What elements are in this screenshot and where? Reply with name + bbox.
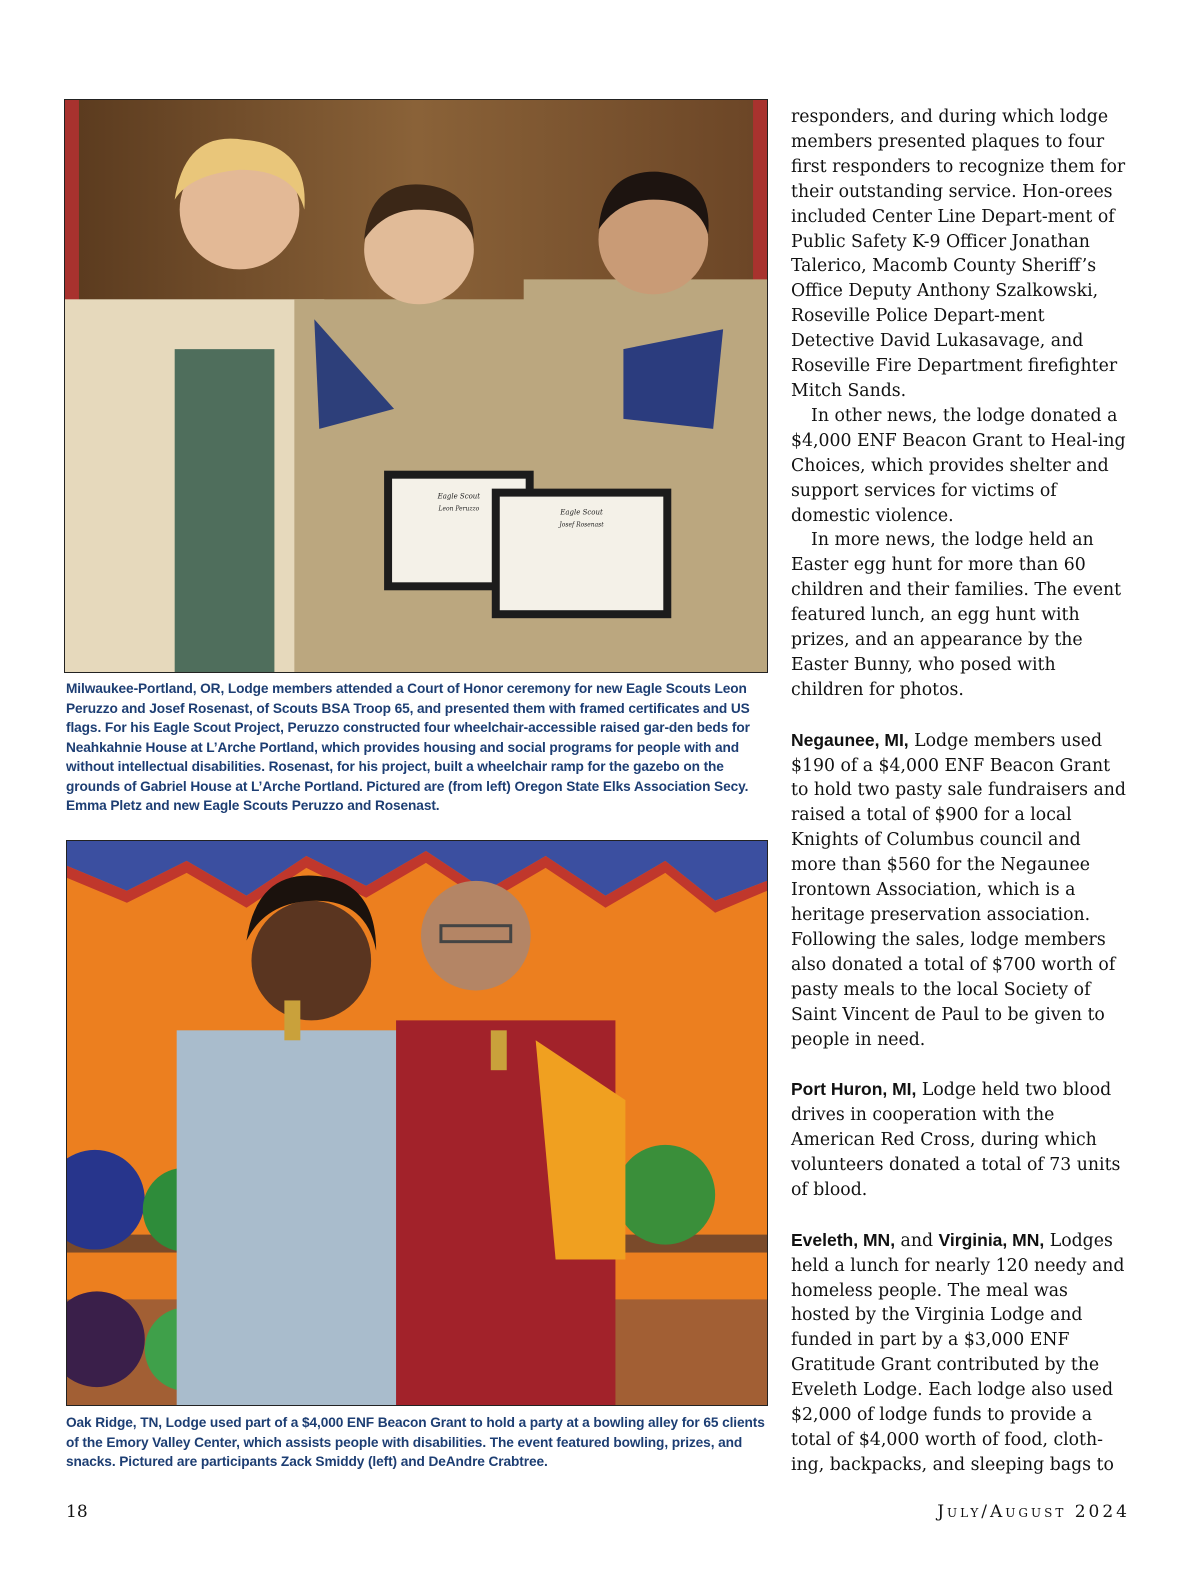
photo-caption-oak-ridge	[66, 1413, 766, 1472]
lodge-heading-virginia: Virginia, MN,	[938, 1229, 1045, 1250]
paragraph-text: Lodge held two blood drives in cooperation with the American Red Cross, during which volunteers donated a total of 73 units of blood.	[791, 1080, 1121, 1200]
paragraph-eveleth-virginia	[791, 1228, 1131, 1478]
court-of-honor-photo-art	[65, 100, 767, 672]
certificate-left-title: Eagle Scout	[437, 492, 481, 501]
paragraph-easter: In more news, the lodge held an Easter egg hunt for more than 60 children and their families. The event featured lunch, an egg hunt with prizes, and an appearance by the Easter Bunny, who posed with children for photos.	[791, 530, 1122, 700]
paragraph-healing-choices: In other news, the lodge donated a $4,000 ENF Beacon Grant to Heal-ing Choices, which provides shelter and support services for victims of domestic violence.	[791, 405, 1126, 526]
certificate-right-name: Josef Rosenast	[559, 521, 604, 529]
paragraph-text: Lodges held a lunch for nearly 120 needy and homeless people. The meal was hosted by the Virginia Lodge and funded in part by a $3,000 ENF Gratitude Grant contributed by the Eveleth Lodge. Each lodge also used $2,000 of lodge funds to provide a total of $4,000 worth of food, cloth-ing, backpacks, and sleeping bags to	[791, 1230, 1125, 1475]
page-number: 18	[66, 1502, 88, 1522]
bowling-party-photo	[66, 840, 768, 1406]
court-of-honor-photo	[64, 99, 768, 673]
caption-text: Lodge used part of a $4,000 ENF Beacon Grant to hold a party at a bowling alley for 65 clients of the Emory Valley Center, which assists people with disabilities. The event featured bowling, prizes, and snacks. Pictured are participants Zack Smiddy (left) and DeAndre Crabtree.	[66, 1415, 765, 1469]
certificate-left-name: Leon Peruzzo	[438, 505, 480, 513]
lodge-heading-negaunee: Negaunee, MI,	[791, 729, 909, 750]
certificate-right-title: Eagle Scout	[560, 508, 603, 517]
lodge-heading-port-huron: Port Huron, MI,	[791, 1079, 917, 1100]
paragraph-negaunee	[791, 728, 1131, 1053]
caption-text: Lodge members attended a Court of Honor ceremony for new Eagle Scouts Leon Peruzzo and Josef Rosenast, of Scouts BSA Troop 65, and presented them with framed certificates and US flags. For his Eagle Scout Project, Peruzzo constructed four wheelchair-accessible raised gar-den beds for Neahkahnie House at L’Arche Portland, which provides housing and social programs for people with and without intellectual disabilities. Rosenast, for his project, built a wheelchair ramp for the gazebo on the grounds of Gabriel House at L’Arche Portland. Pictured are (from left) Oregon State Elks Association Secy. Emma Pletz and new Eagle Scouts Peruzzo and Rosenast.	[66, 681, 750, 813]
paragraph-port-huron	[791, 1077, 1131, 1203]
bowling-party-photo-art	[67, 841, 767, 1405]
photo-caption-milwaukee	[66, 679, 766, 816]
conjunction: and	[895, 1230, 939, 1251]
paragraph-text: Lodge members used $190 of a $4,000 ENF Beacon Grant to hold two pasty sale fundraisers and raised a total of $900 for a local Knights of Columbus council and more than $560 for the Negaunee Irontown Association, which is a heritage preservation association. Following the sales, lodge members also donated a total of $700 worth of pasty meals to the local Society of Saint Vincent de Paul to be given to people in need.	[791, 730, 1126, 1050]
paragraph-responders: responders, and during which lodge members presented plaques to four first responders to recognize them for their outstanding service. Hon-orees included Center Line Depart-ment of Public Safety K-9 Officer Jonathan Talerico, Macomb County Sheriff’s Office Deputy Anthony Szalkowski, Roseville Police Depart-ment Detective David Lukasavage, and Roseville Fire Department firefighter Mitch Sands.	[791, 107, 1126, 401]
lodge-heading-eveleth: Eveleth, MN,	[791, 1229, 896, 1250]
caption-lead: Milwaukee-Portland, OR,	[66, 681, 225, 696]
issue-date: July/August 2024	[937, 1502, 1130, 1522]
caption-lead: Oak Ridge, TN,	[66, 1415, 162, 1430]
article-column	[791, 105, 1131, 1478]
